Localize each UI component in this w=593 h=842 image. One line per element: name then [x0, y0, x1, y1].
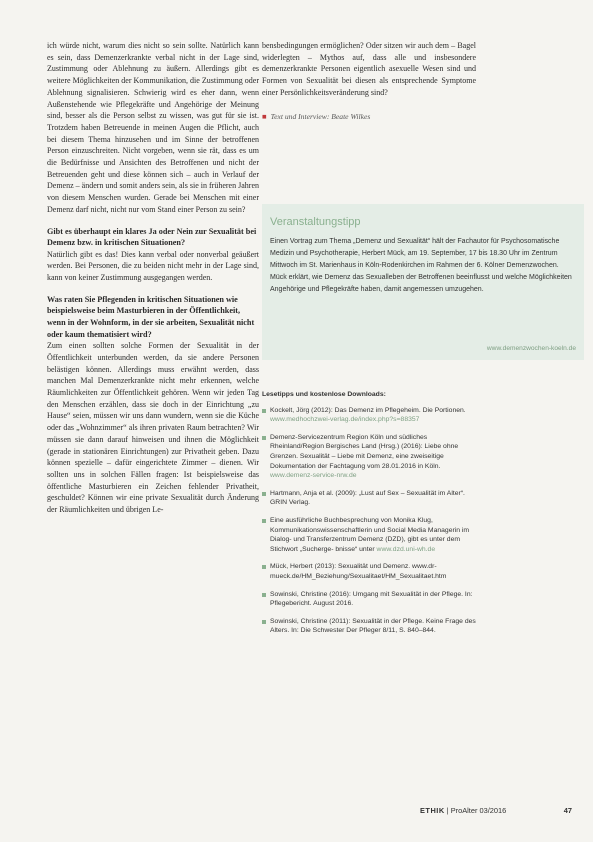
list-item: Mück, Herbert (2013): Sexualität und Demenz. www.dr-mueck.de/HM_Beziehung/Sexualitaet/HM_Sexualitaet.htm [262, 562, 476, 581]
list-item: Kockelt, Jörg (2012): Das Demenz im Pflegeheim. Die Portionen. www.medhochzwei-verlag.de/index.php?s=88357 [262, 406, 476, 425]
question-1: Gibt es überhaupt ein klares Ja oder Nein zur Sexualität bei Demenz bzw. in kritischen Situationen? [47, 226, 257, 248]
page-footer [420, 806, 580, 815]
answer-2: Zum einen sollten solche Formen der Sexualität in der Öffentlichkeit unterbunden werden, da sie andere Personen belästigen können. Allerdings muss erwähnt werden, dass manchen Mal Demenzerkrankte nicht mehr erkennen, welche Räumlichkeiten zur Öffentlichkeit gehören. Wenn wir jeden Tag den Menschen erzählen, dass sie doch in der Einrichtung „zu Hause“ seien, müssen wir uns dann wundern, wenn sie die Küche oder das „Wohnzimmer“ als ihren privaten Raum betrachten? Wir müssen sie dann darauf hinweisen und ihnen die Möglichkeit (gerade in stationären Einrichtungen) zur Privatheit geben. Dazu können spezielle – dafür eingerichtete Zimmer – dienen. Wir sollten uns in solchen Fällen fragen: Ist beispielsweise das öffentliche Masturbieren ein Zeichen fehlender Privatheit, geschuldet? Können wir eine private Sexualität durch Änderung der Räumlichkeiten und übrigen Le- [47, 341, 259, 515]
list-item: Eine ausführliche Buchbesprechung von Monika Klug, Kommunikationswissenschaftlerin und Social Media Managerin im Dialog- und Transferzentrum Demenz (DZD), gibt es unter dem Stichwort „Sucherge- bnisse“ unter www.dzd.uni-wh.de [262, 516, 476, 554]
question-2: Was raten Sie Pflegenden in kritischen Situationen wie beispielsweise beim Masturbieren in der Öffentlichkeit, wenn in der Wohnform, in der sie arbeiten, Sexualität nicht oder kaum thematisiert wird? [47, 294, 255, 339]
left-column [47, 40, 259, 516]
list-item: Sowinski, Christine (2011): Sexualität in der Pflege. Keine Frage des Alters. In: Die Schwester Der Pfleger 8/11, S. 840–844. [262, 617, 476, 636]
event-title: Veranstaltungstipp [270, 216, 361, 228]
tip-link[interactable]: www.demenz-service-nrw.de [270, 472, 357, 480]
author-credit: ■ Text und Interview: Beate Wilkes [262, 111, 371, 121]
footer-issue: ProAlter 03/2016 [450, 806, 507, 815]
footer-section: ETHIK [420, 806, 445, 815]
event-tip-box [262, 204, 584, 360]
event-link[interactable]: www.demenzwochen-koeln.de [486, 345, 576, 352]
list-item: Sowinski, Christine (2016): Umgang mit Sexualität in der Pflege. In: Pflegebericht. August 2016. [262, 590, 476, 609]
footer-divider: | [446, 806, 451, 815]
reading-tips [262, 390, 476, 644]
answer-1: Natürlich gibt es das! Dies kann verbal oder nonverbal geäußert werden. Bei Personen, die zu beiden nicht mehr in der Lage sind, kann von keiner Zustimmung ausgegangen werden. [47, 249, 259, 283]
right-column [262, 40, 476, 122]
page-number: 47 [563, 806, 572, 815]
list-item: Hartmann, Anja et al. (2009): „Lust auf Sex – Sexualität im Alter“. GRIN Verlag. [262, 489, 476, 508]
continued-paragraph: bensbedingungen ermöglichen? Oder sitzen wir auch dem – Bagel widerlegten – Mythos auf, dass alle und insbesondere demenzerkrankte Personen eigentlich asexuelle Wesen sind und Formen von Sexualität bei diesen als entsprechende Symptome einer Persönlichkeitsveränderung sind? [262, 41, 476, 97]
intro-paragraph: ich würde nicht, warum dies nicht so sein sollte. Natürlich kann es sein, dass Demenzerkrankte verbal nicht in der Lage sind, Zustimmung oder Ablehnung zu äußern. Allerdings gibt es weitere Möglichkeiten der Kommunikation, die Zustimmung oder Ablehnung signalisieren. Schwierig wird es eher dann, wenn Außenstehende wie Pflegekräfte und Angehörige der Meinung sind, besser als die Person selbst zu wissen, was gut für sie ist. Trotzdem haben Betreuende in meinen Augen die Pflicht, auch bei diesem Thema hinzusehen und im Sinne der betroffenen Person einzuschreiten. Nicht vorgeben, wenn sie rät, dass es um die Bedürfnisse und Ansichten des Betroffenen und nicht der Betreuenden geht und diese können sich – auch in Verlauf der Demenz – ändern und somit anders sein, als sie in früheren Jahren von diesem Menschen wurden. Gerade bei Menschen mit einer Demenz darf nicht, nicht nur vom Stand einer Person zu sein? [47, 41, 259, 214]
tip-link[interactable]: www.medhochzwei-verlag.de/index.php?s=88357 [270, 416, 420, 424]
tip-link[interactable]: www.dzd.uni-wh.de [376, 545, 436, 553]
list-item: Demenz-Servicezentrum Region Köln und südliches Rheinland/Region Bergisches Land (Hrsg.) (2016): Liebe ohne Grenzen. Sexualität – Liebe mit Demenz, eine zweiseitige Dokumentation der Fachtagung vom 28.01.2016 in Köln. www.demenz-service-nrw.de [262, 433, 476, 481]
tips-title: Lesetipps und kostenlose Downloads: [262, 391, 386, 398]
square-bullet-icon: ■ [262, 111, 267, 121]
event-body: Einen Vortrag zum Thema „Demenz und Sexualität“ hält der Fachautor für Psychosomatische Medizin und Psychotherapie, Herbert Mück, am 19. September, 17 bis 18.30 Uhr im Zentrum Mittwoch im St. Marienhaus in Köln-Rodenkirchen im Rahmen der 6. Kölner Demenzwochen. Mück erklärt, wie Demenz das Sexualleben der Betroffenen beeinflusst und welche Möglichkeiten Angehörige und Pflegekräfte haben, damit angemessen umzugehen. [270, 238, 572, 293]
tips-list [262, 406, 476, 636]
